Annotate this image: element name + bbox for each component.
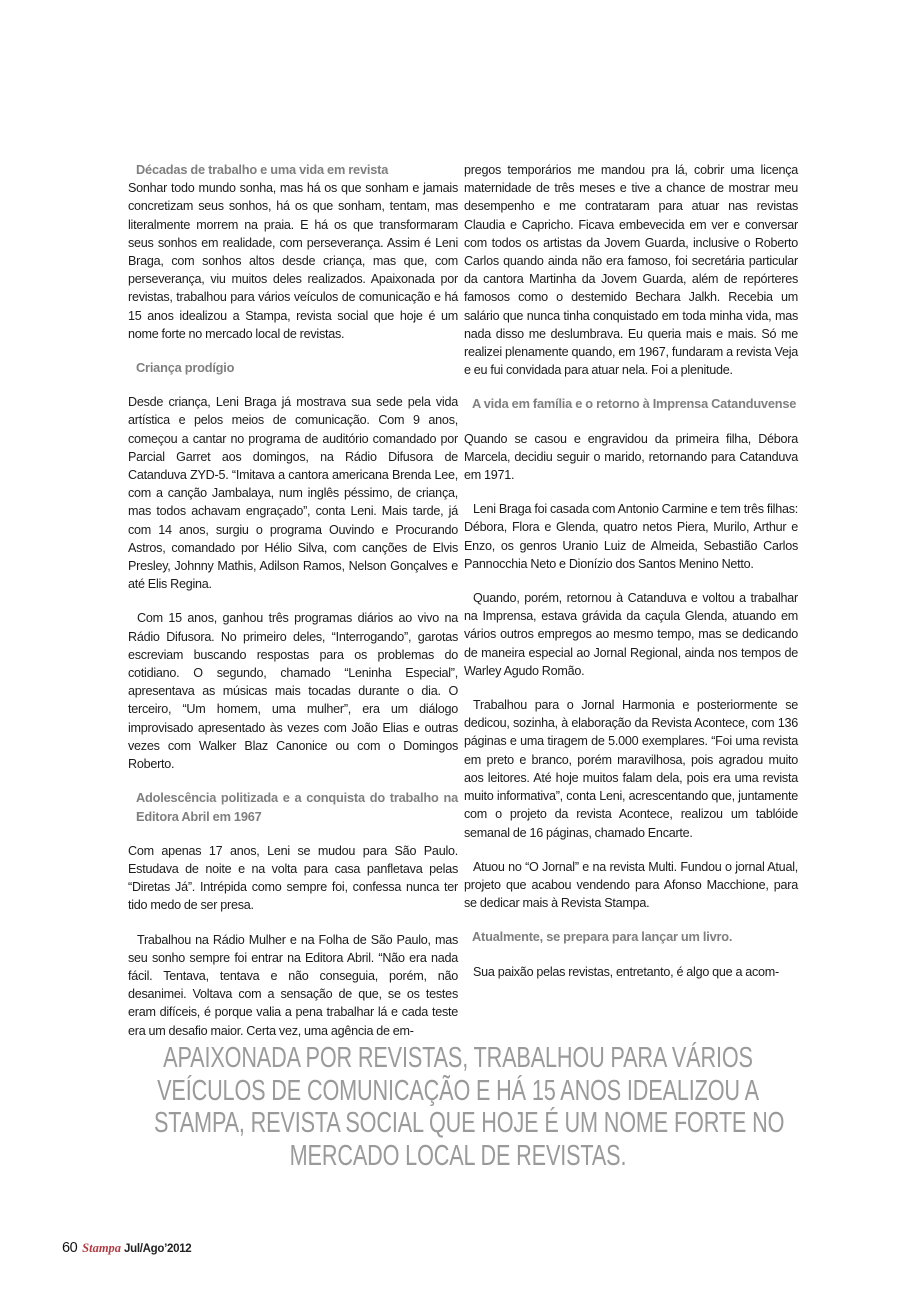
pull-quote-line: MERCADO LOCAL DE REVISTAS. (289, 1139, 627, 1172)
body-paragraph: Leni Braga foi casada com Antonio Carmine e tem três filhas: Débora, Flora e Glenda, quatro netos Piera, Murilo, Arthur e Enzo, os genros Uranio Luiz de Almeida, Sebastião Carlos Pannocchia Neto e Dionízio dos Santos Menino Netto. (464, 502, 798, 571)
issue-date: Jul/Ago’2012 (124, 1243, 192, 1255)
body-paragraph: pregos temporários me mandou pra lá, cobrir uma licença maternidade de três meses e tive a chance de mostrar meu desempenho e me contrataram para atuar nas revistas Claudia e Capricho. Ficava embevecida em ver e conversar com todos os artistas da Jovem Guarda, inclusive o Roberto Carlos quando ainda não era famoso, foi secretária particular da cantora Martinha da Jovem Guarda, além de repórteres famosos como o destemido Bechara Jalkh. Recebia um salário que nunca tinha conquistado em toda minha vida, mas nada disso me deslumbrava. Eu queria mais e mais. Só me realizei plenamente quando, em 1967, fundaram a revista Veja e eu fui convidada para atuar nela. Foi a plenitude. (464, 163, 798, 378)
section-heading: A vida em família e o retorno à Imprensa Catanduvense (472, 396, 797, 412)
body-paragraph: Trabalhou na Rádio Mulher e na Folha de São Paulo, mas seu sonho sempre foi entrar na Editora Abril. “Não era nada fácil. Tentava, tentava e não conseguia, porém, não desanimei. Voltava com a sensação de que, se os testes eram difíceis, é porque valia a pena trabalhar lá e cada teste era um desafio maior. Certa vez, uma agência de em- (128, 932, 458, 1038)
section-heading: Adolescência politizada e a conquista do trabalho na Editora Abril em 1967 (136, 790, 458, 824)
magazine-logo: Stampa (82, 1241, 122, 1255)
body-paragraph: Com apenas 17 anos, Leni se mudou para São Paulo. Estudava de noite e na volta para casa panfletava pelas “Diretas Já”. Intrépida como sempre foi, confessa nunca ter tido medo de ser presa. (128, 843, 458, 913)
left-column (128, 161, 458, 1040)
section-heading: Atualmente, se prepara para lançar um livro. (472, 929, 733, 945)
body-paragraph: Trabalhou para o Jornal Harmonia e posteriormente se dedicou, sozinha, à elaboração da Revista Acontece, com 136 páginas e uma tiragem de 5.000 exemplares. “Foi uma revista em preto e branco, porém maravilhosa, pois agradou muito aos leitores. Até hoje muitos falam dela, pois era uma revista muito informativa”, conta Leni, acrescentando que, juntamente com o projeto da revista Acontece, realizou um tablóide semanal de 16 páginas, chamado Encarte. (464, 698, 798, 840)
right-column (464, 161, 798, 981)
body-paragraph: Quando, porém, retornou à Catanduva e voltou a trabalhar na Imprensa, estava grávida da caçula Glenda, atuando em vários outros empregos ao mesmo tempo, mas se dedicando de maneira especial ao Jornal Regional, ainda nos tempos de Warley Agudo Romão. (464, 591, 798, 678)
body-paragraph: Sonhar todo mundo sonha, mas há os que sonham e jamais concretizam seus sonhos, há os que sonham, tentam, mas literalmente morrem na praia. E há os que transformaram seus sonhos em realidade, com perseverança. Assim é Leni Braga, com sonhos altos desde criança, mas que, com perseverança, viu muitos deles realizados. Apaixonada por revistas, trabalhou para vários veículos de comunicação e há 15 anos idealizou a Stampa, revista social que hoje é um nome forte no mercado local de revistas. (128, 181, 458, 341)
pull-quote-line: VEÍCULOS DE COMUNICAÇÃO E HÁ 15 ANOS IDEALIZOU A (157, 1074, 759, 1107)
body-paragraph: Sua paixão pelas revistas, entretanto, é algo que a acom- (473, 964, 779, 979)
body-paragraph: Atuou no “O Jornal” e na revista Multi. Fundou o jornal Atual, projeto que acabou vendendo para Afonso Macchione, para se dedicar mais à Revista Stampa. (464, 859, 798, 911)
page-footer (62, 1239, 191, 1257)
body-paragraph: Desde criança, Leni Braga já mostrava sua sede pela vida artística e pelos meios de comunicação. Com 9 anos, começou a cantar no programa de auditório comandado por Parcial Garret aos domingos, na Rádio Difusora de Catanduva ZYD-5. “Imitava a cantora americana Brenda Lee, com a canção Jambalaya, num inglês péssimo, de criança, mas todos achavam engraçado”, conta Leni. Mais tarde, já com 14 anos, surgiu o programa Ouvindo e Procurando Astros, comandado por Hélio Silva, com canções de Elvis Presley, Johnny Mathis, Adilson Ramos, Nelson Gonçalves e até Elis Regina. (128, 395, 458, 592)
page-number: 60 (62, 1240, 78, 1256)
pull-quote-line: APAIXONADA POR REVISTAS, TRABALHOU PARA VÁRIOS (163, 1042, 753, 1074)
body-paragraph: Quando se casou e engravidou da primeira filha, Débora Marcela, decidiu seguir o marido, retornando para Catanduva em 1971. (464, 431, 798, 483)
section-heading: Décadas de trabalho e uma vida em revista (136, 162, 389, 177)
section-heading: Criança prodígio (136, 360, 235, 376)
pull-quote-line: STAMPA, REVISTA SOCIAL QUE HOJE É UM NOME FORTE NO (154, 1107, 785, 1139)
body-paragraph: Com 15 anos, ganhou três programas diários ao vivo na Rádio Difusora. No primeiro deles, “Interrogando”, garotas escreviam buscando respostas para os problemas do cotidiano. O segundo, chamado “Leninha Especial”, apresentava as músicas mais tocadas durante o dia. O terceiro, “Um homem, uma mulher”, era um diálogo improvisado apresentado às vezes com João Elias e outras vezes com Walker Blaz Canonice ou com o Domingos Roberto. (128, 611, 458, 772)
pull-quote (154, 1042, 785, 1172)
